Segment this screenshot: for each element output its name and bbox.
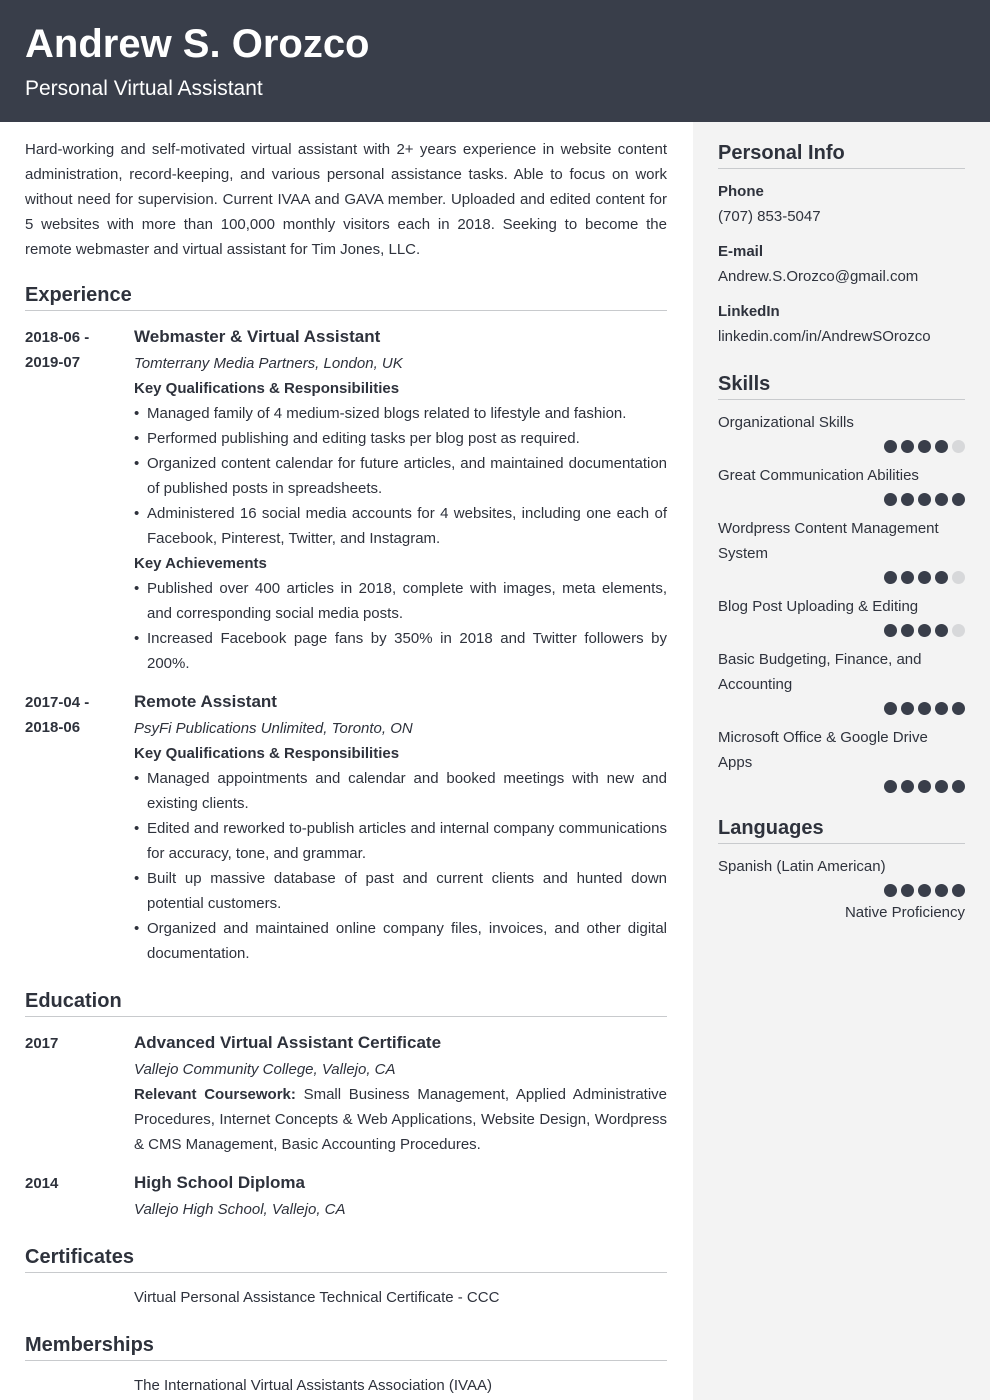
list-item: • Managed appointments and calendar and booked meetings with new and existing clients.: [134, 766, 667, 816]
skill-rating: [718, 571, 965, 584]
degree-name: Advanced Virtual Assistant Certificate: [134, 1033, 442, 1052]
rating-dot-filled: [884, 702, 897, 715]
list-item: • Increased Facebook page fans by 350% in 2018 and Twitter followers by 200%.: [134, 626, 667, 676]
qualifications-heading: Key Qualifications & Responsibilities: [134, 380, 400, 397]
rating-dot-filled: [952, 493, 965, 506]
skills-section: [718, 371, 965, 793]
coursework-label: Relevant Coursework:: [134, 1086, 296, 1103]
rating-dot-filled: [935, 780, 948, 793]
rating-dot-filled: [901, 780, 914, 793]
language-name: Spanish (Latin American): [718, 858, 886, 875]
school-name: Vallejo Community College, Vallejo, CA: [134, 1061, 396, 1078]
rating-dot-filled: [884, 571, 897, 584]
linkedin-label: LinkedIn: [718, 303, 780, 320]
list-item: • Organized and maintained online company files, invoices, and other digital documentation.: [134, 916, 667, 966]
language-rating: [718, 884, 965, 897]
date-start: 2018-06 -: [25, 329, 90, 346]
language-proficiency: Native Proficiency: [844, 904, 965, 921]
rating-dot-filled: [935, 884, 948, 897]
skill-item: [718, 463, 965, 506]
candidate-name: Andrew S. Orozco: [25, 22, 370, 66]
languages-heading: Languages: [718, 815, 965, 844]
rating-dot-filled: [884, 624, 897, 637]
date-end: 2018-06: [25, 719, 81, 736]
education-entry: [25, 1169, 667, 1222]
qualifications-list: [134, 401, 667, 551]
list-item: • Built up massive database of past and current clients and hunted down potential customers.: [134, 866, 667, 916]
rating-dot-filled: [918, 780, 931, 793]
skill-name: Great Communication Abilities: [718, 467, 919, 484]
rating-dot-filled: [952, 884, 965, 897]
qualifications-list: [134, 766, 667, 966]
skill-name: Basic Budgeting, Finance, and Accounting: [718, 651, 922, 693]
rating-dot-empty: [952, 624, 965, 637]
rating-dot-filled: [901, 702, 914, 715]
skill-rating: [718, 440, 965, 453]
skill-rating: [718, 624, 965, 637]
skill-name: Blog Post Uploading & Editing: [718, 598, 919, 615]
phone-value: (707) 853-5047: [718, 208, 821, 225]
skill-name: Organizational Skills: [718, 414, 854, 431]
job-organization: PsyFi Publications Unlimited, Toronto, ON: [134, 720, 413, 737]
rating-dot-filled: [884, 780, 897, 793]
rating-dot-filled: [918, 624, 931, 637]
coursework-text: Small Business Management, Applied Administrative Procedures, Internet Concepts & Web Applications, Website Design, Wordpress & CMS Management, Basic Accounting Procedures.: [134, 1086, 667, 1153]
job-organization: Tomterrany Media Partners, London, UK: [134, 355, 403, 372]
rating-dot-filled: [918, 493, 931, 506]
experience-dates: [25, 323, 134, 676]
list-item: • Published over 400 articles in 2018, complete with images, meta elements, and corresponding social media posts.: [134, 576, 667, 626]
job-role: Remote Assistant: [134, 692, 277, 711]
education-body: [134, 1029, 667, 1157]
skill-item: [718, 410, 965, 453]
list-item: • Administered 16 social media accounts for 4 websites, including one each of Facebook, Pinterest, Twitter, and Instagram.: [134, 501, 667, 551]
membership-item: The International Virtual Assistants Association (IVAA): [134, 1377, 492, 1394]
skill-item: [718, 516, 965, 584]
memberships-heading: Memberships: [25, 1332, 667, 1361]
list-item: • Organized content calendar for future articles, and maintained documentation of published posts in spreadsheets.: [134, 451, 667, 501]
qualifications-heading: Key Qualifications & Responsibilities: [134, 745, 400, 762]
main-column: [25, 137, 667, 1398]
experience-heading: Experience: [25, 282, 667, 311]
rating-dot-filled: [901, 493, 914, 506]
rating-dot-filled: [901, 624, 914, 637]
skill-name: Microsoft Office & Google Drive Apps: [718, 729, 928, 771]
personal-info-heading: Personal Info: [718, 140, 965, 169]
rating-dot-empty: [952, 571, 965, 584]
skill-rating: [718, 780, 965, 793]
list-item: • Edited and reworked to-publish articles and internal company communications for accuracy, tone, and grammar.: [134, 816, 667, 866]
degree-name: High School Diploma: [134, 1173, 305, 1192]
achievements-heading: Key Achievements: [134, 555, 267, 572]
skills-heading: Skills: [718, 371, 965, 400]
rating-dot-filled: [952, 702, 965, 715]
rating-dot-filled: [935, 493, 948, 506]
rating-dot-filled: [918, 884, 931, 897]
phone-label: Phone: [718, 183, 764, 200]
rating-dot-filled: [918, 440, 931, 453]
certificates-heading: Certificates: [25, 1244, 667, 1273]
skill-item: [718, 647, 965, 715]
list-item: • Performed publishing and editing tasks per blog post as required.: [134, 426, 667, 451]
experience-entry: [25, 688, 667, 966]
skill-name: Wordpress Content Management System: [718, 520, 939, 562]
linkedin-value: linkedin.com/in/AndrewSOrozco: [718, 328, 931, 345]
rating-dot-filled: [901, 884, 914, 897]
rating-dot-filled: [935, 571, 948, 584]
date-end: 2019-07: [25, 354, 81, 371]
experience-dates: [25, 688, 134, 966]
language-item: [718, 854, 965, 925]
list-item: • Managed family of 4 medium-sized blogs related to lifestyle and fashion.: [134, 401, 667, 426]
languages-section: [718, 815, 965, 925]
skills-list: [718, 410, 965, 793]
achievements-list: [134, 576, 667, 676]
rating-dot-filled: [935, 624, 948, 637]
rating-dot-filled: [884, 440, 897, 453]
coursework: [134, 1082, 667, 1157]
rating-dot-filled: [918, 702, 931, 715]
job-role: Webmaster & Virtual Assistant: [134, 327, 381, 346]
skill-rating: [718, 702, 965, 715]
rating-dot-filled: [935, 440, 948, 453]
rating-dot-filled: [935, 702, 948, 715]
school-name: Vallejo High School, Vallejo, CA: [134, 1201, 346, 1218]
rating-dot-filled: [884, 493, 897, 506]
rating-dot-filled: [952, 780, 965, 793]
education-body: [134, 1169, 667, 1222]
experience-entry: [25, 323, 667, 676]
skill-item: [718, 725, 965, 793]
skill-rating: [718, 493, 965, 506]
resume-header: [0, 0, 990, 122]
rating-dot-empty: [952, 440, 965, 453]
certificate-item: Virtual Personal Assistance Technical Certificate - CCC: [134, 1289, 500, 1306]
sidebar-content: [718, 140, 965, 925]
education-year: 2014: [25, 1175, 59, 1192]
education-heading: Education: [25, 988, 667, 1017]
rating-dot-filled: [901, 440, 914, 453]
experience-body: [134, 323, 667, 676]
sidebar: [693, 122, 990, 1400]
education-entry: [25, 1029, 667, 1157]
date-start: 2017-04 -: [25, 694, 90, 711]
email-value: Andrew.S.Orozco@gmail.com: [718, 268, 919, 285]
rating-dot-filled: [884, 884, 897, 897]
education-year: 2017: [25, 1035, 59, 1052]
candidate-title: Personal Virtual Assistant: [25, 77, 263, 100]
skill-item: [718, 594, 965, 637]
profile-summary: Hard-working and self-motivated virtual assistant with 2+ years experience in website content administration, record-keeping, and various personal assistance tasks. Able to focus on work without need for supervision. Current IVAA and GAVA member. Uploaded and edited content for 5 websites with more than 100,000 monthly visitors each in 2018. Seeking to become the remote webmaster and virtual assistant for Tim Jones, LLC.: [25, 141, 667, 258]
rating-dot-filled: [918, 571, 931, 584]
email-label: E-mail: [718, 243, 764, 260]
rating-dot-filled: [901, 571, 914, 584]
experience-body: [134, 688, 667, 966]
